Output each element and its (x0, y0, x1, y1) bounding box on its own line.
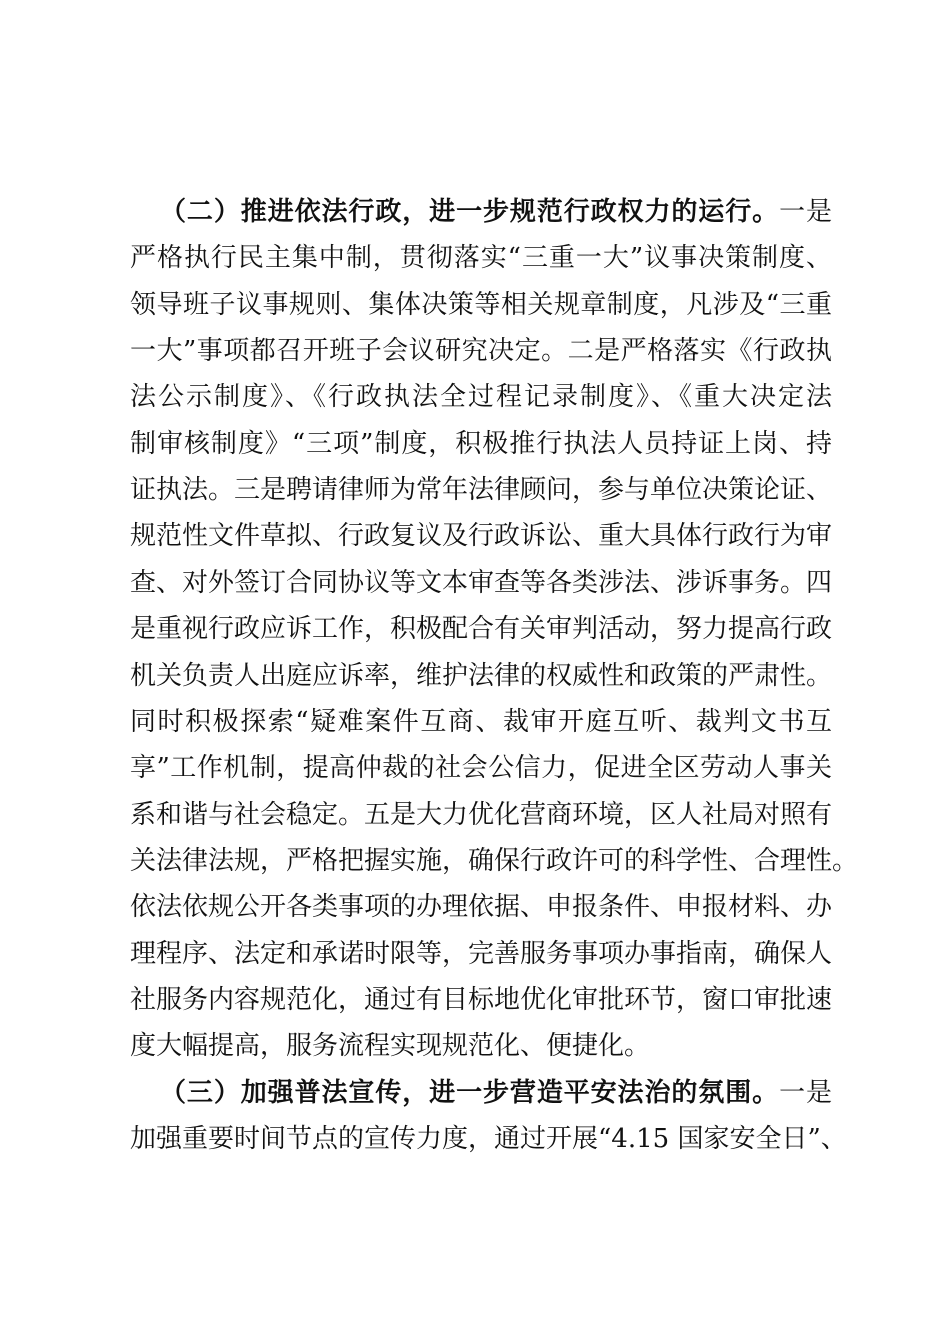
body-text: 关法律法规，严格把握实施，确保行政许可的科学性、合理性。 (130, 845, 859, 876)
body-text: 理程序、法定和承诺时限等，完善服务事项办事指南，确保人 (130, 938, 833, 969)
paragraph-line (130, 977, 832, 1023)
section-heading-line (130, 1070, 832, 1116)
paragraph-line (130, 560, 832, 606)
paragraph-line (130, 467, 832, 513)
body-text: 是重视行政应诉工作，积极配合有关审判活动，努力提高行政 (130, 614, 833, 645)
paragraph-line (130, 421, 832, 467)
paragraph-line (130, 374, 832, 420)
section-heading: （三）加强普法宣传，进一步营造平安法治的氛围。 (160, 1077, 780, 1108)
body-text: 系和谐与社会稳定。五是大力优化营商环境，区人社局对照有 (130, 799, 833, 830)
body-text: 严格执行民主集中制，贯彻落实“三重一大”议事决策制度、 (130, 243, 832, 274)
body-text: 同时积极探索“疑难案件互商、裁审开庭互听、裁判文书互 (130, 706, 832, 737)
paragraph-line (130, 931, 832, 977)
body-text: 享”工作机制，提高仲裁的社会公信力，促进全区劳动人事关 (130, 753, 832, 784)
section-heading-line (130, 189, 832, 235)
paragraph-line (130, 1116, 847, 1162)
body-text: 领导班子议事规则、集体决策等相关规章制度，凡涉及“三重 (130, 289, 832, 320)
paragraph-line (130, 792, 832, 838)
paragraph-line (130, 1023, 832, 1069)
body-text: 法公示制度》、《行政执法全过程记录制度》、《重大决定法 (130, 382, 832, 413)
paragraph-line (130, 699, 832, 745)
body-text: 机关负责人出庭应诉率，维护法律的权威性和政策的严肃性。 (130, 660, 833, 691)
body-text: 社服务内容规范化，通过有目标地优化审批环节，窗口审批速 (130, 984, 833, 1015)
paragraph-line (130, 513, 832, 559)
paragraph-line (130, 653, 832, 699)
paragraph-line (130, 328, 832, 374)
paragraph-line (130, 745, 832, 791)
paragraph-line (130, 235, 832, 281)
section-heading: （二）推进依法行政，进一步规范行政权力的运行。 (160, 197, 780, 227)
body-text: 一是 (779, 1077, 832, 1108)
body-text: 加强重要时间节点的宣传力度，通过开展“4.15 国家安全日”、 (130, 1124, 847, 1154)
paragraph-line (130, 884, 832, 930)
body-text: 一是 (779, 197, 832, 227)
paragraph-line (130, 606, 832, 652)
paragraph-line (130, 282, 832, 328)
body-text: 规范性文件草拟、行政复议及行政诉讼、重大具体行政行为审 (130, 521, 833, 552)
paragraph-line (130, 838, 859, 884)
body-text: 度大幅提高，服务流程实现规范化、便捷化。 (130, 1031, 651, 1062)
body-text: 证执法。三是聘请律师为常年法律顾问，参与单位决策论证、 (130, 475, 833, 506)
body-text: 一大”事项都召开班子会议研究决定。二是严格落实《行政执 (130, 336, 832, 367)
body-text: 依法依规公开各类事项的办理依据、申报条件、申报材料、办 (130, 892, 833, 923)
body-text: 查、对外签订合同协议等文本审查等各类涉法、涉诉事务。四 (130, 567, 833, 598)
body-text: 制审核制度》“三项”制度，积极推行执法人员持证上岗、持 (130, 428, 832, 459)
